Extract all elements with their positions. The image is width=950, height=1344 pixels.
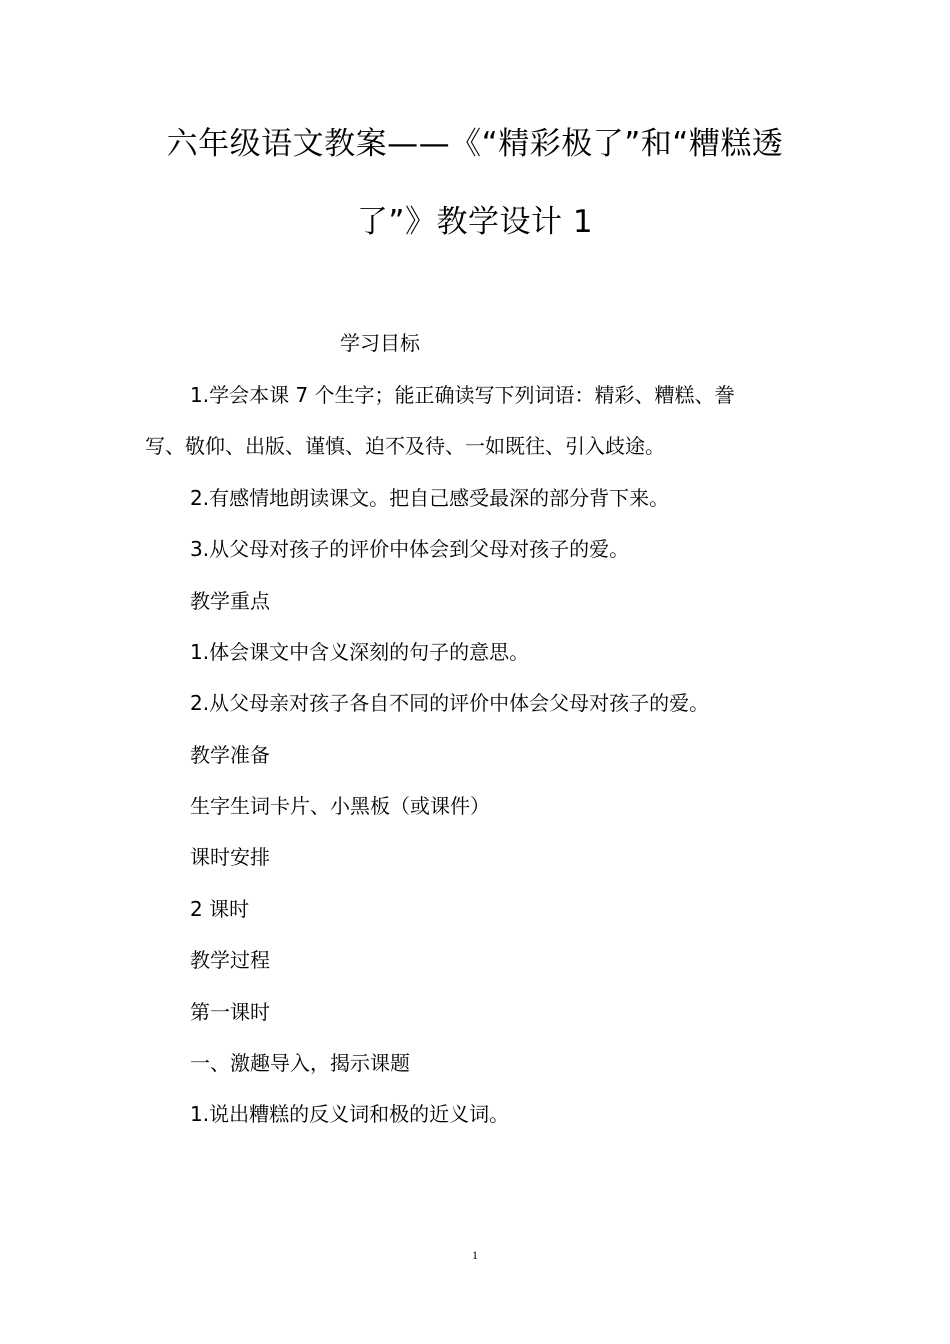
lesson-one-heading: 第一课时 bbox=[190, 1000, 270, 1024]
document-title-line-1: 六年级语文教案——《“精彩极了”和“糟糕透 bbox=[166, 126, 784, 162]
objective-line-3: 2.有感情地朗读课文。把自己感受最深的部分背下来。 bbox=[190, 486, 670, 510]
preparation-heading: 教学准备 bbox=[190, 743, 270, 767]
document-title-line-2: 了”》教学设计 1 bbox=[356, 204, 594, 240]
section-heading-objectives: 学习目标 bbox=[340, 331, 420, 355]
process-heading: 教学过程 bbox=[190, 948, 270, 972]
objective-line-1: 1.学会本课 7 个生字；能正确读写下列词语：精彩、糟糕、誊 bbox=[190, 383, 735, 407]
key-point-1: 1.体会课文中含义深刻的句子的意思。 bbox=[190, 640, 530, 664]
objective-line-4: 3.从父母对孩子的评价中体会到父母对孩子的爱。 bbox=[190, 537, 630, 561]
objective-line-2: 写、敬仰、出版、谨慎、迫不及待、一如既往、引入歧途。 bbox=[145, 434, 665, 458]
key-point-2: 2.从父母亲对孩子各自不同的评价中体会父母对孩子的爱。 bbox=[190, 691, 710, 715]
step-one-item: 1.说出糟糕的反义词和极的近义词。 bbox=[190, 1102, 510, 1126]
schedule-heading: 课时安排 bbox=[190, 845, 270, 869]
step-one-heading: 一、激趣导入，揭示课题 bbox=[190, 1051, 410, 1075]
preparation-text: 生字生词卡片、小黑板（或课件） bbox=[190, 794, 490, 818]
schedule-text: 2 课时 bbox=[190, 897, 250, 921]
key-points-heading: 教学重点 bbox=[190, 589, 270, 613]
page-number: 1 bbox=[472, 1248, 478, 1262]
